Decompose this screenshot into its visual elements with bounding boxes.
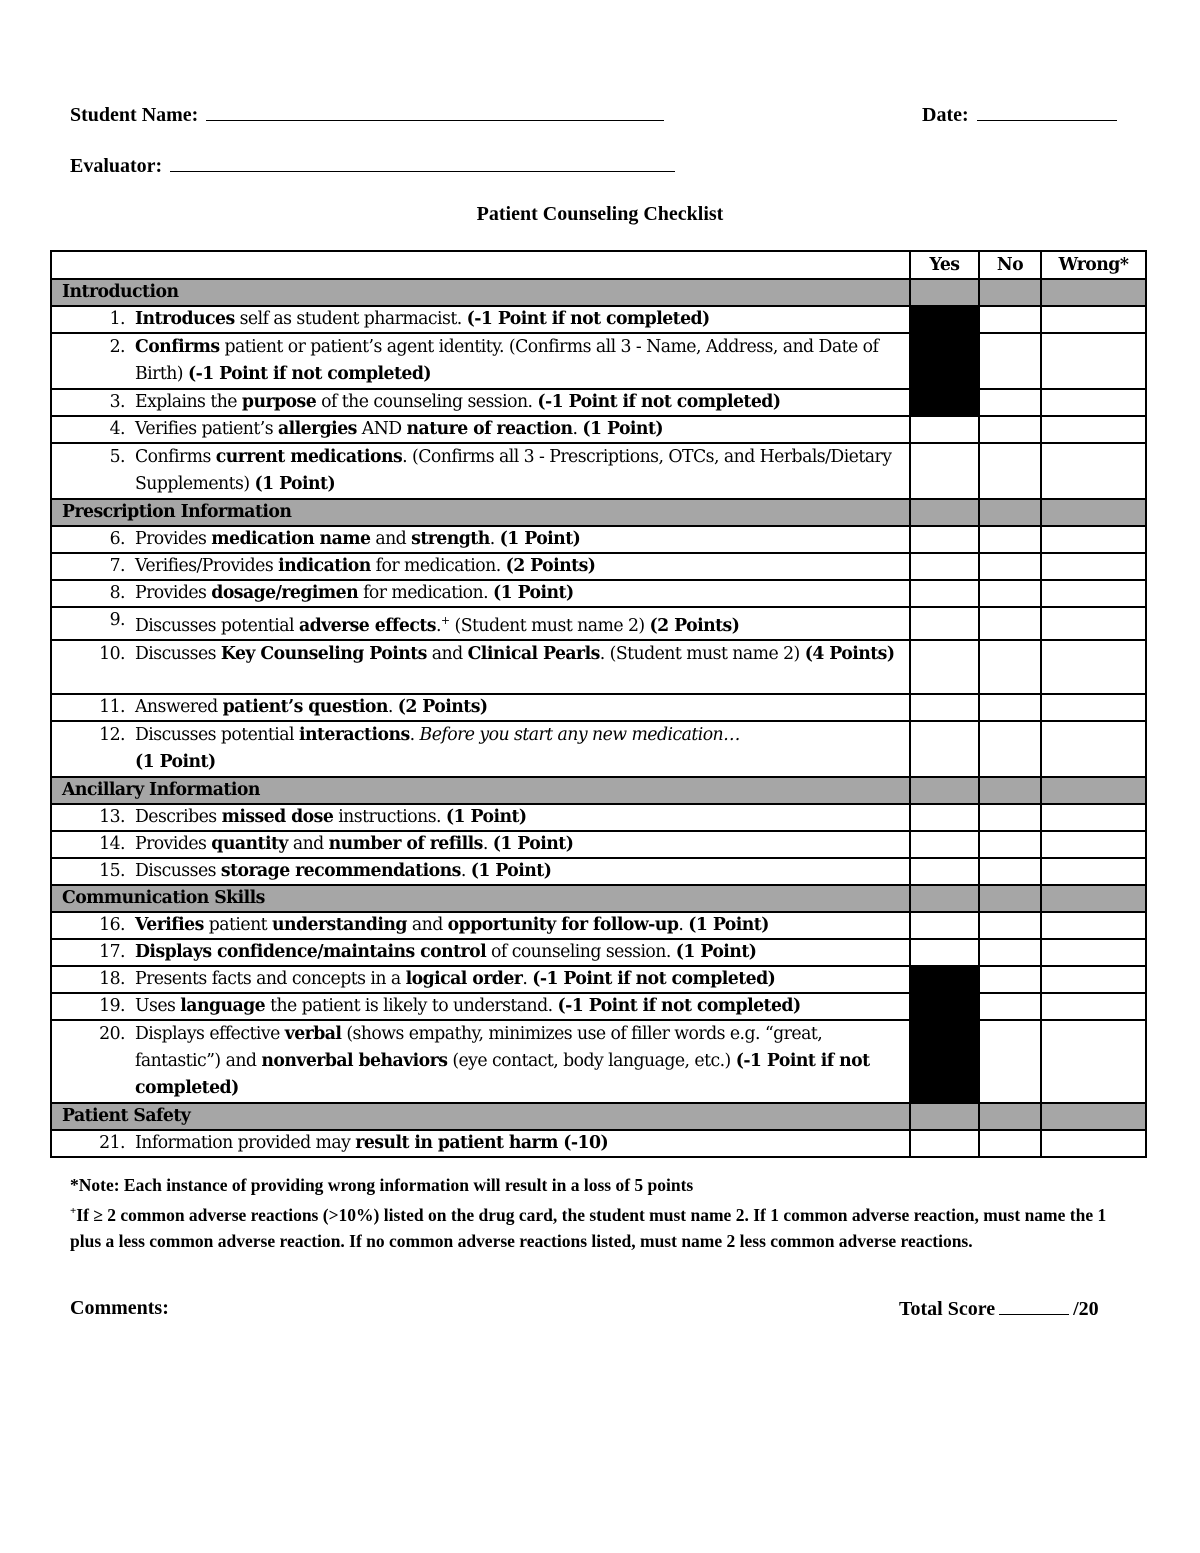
section-label: Introduction bbox=[51, 279, 910, 306]
item-text-part: Uses bbox=[135, 995, 181, 1016]
section-row-communication bbox=[51, 885, 1146, 912]
item-text-part: Answered bbox=[135, 696, 223, 717]
no-checkbox-cell[interactable] bbox=[979, 858, 1041, 885]
item-text-part: the patient is likely to understand. bbox=[265, 995, 558, 1016]
yes-cell-blocked bbox=[910, 966, 979, 993]
column-no: No bbox=[979, 251, 1041, 279]
item-text-part: . bbox=[572, 419, 583, 439]
item-number: 16. bbox=[51, 912, 131, 939]
item-text-part: purpose bbox=[241, 392, 317, 412]
item-text-part: language bbox=[180, 995, 266, 1016]
no-checkbox-cell[interactable] bbox=[979, 912, 1041, 939]
section-label: Patient Safety bbox=[51, 1103, 910, 1130]
item-text-part: Discusses potential bbox=[135, 615, 299, 636]
checklist-item-10 bbox=[51, 640, 1146, 694]
date-field bbox=[922, 102, 1117, 127]
item-text-part: verbal bbox=[284, 1023, 342, 1044]
page-title: Patient Counseling Checklist bbox=[476, 203, 724, 225]
item-text-part: AND bbox=[356, 419, 407, 439]
item-text-part: and bbox=[287, 833, 329, 854]
wrong-checkbox-cell[interactable] bbox=[1041, 993, 1146, 1020]
item-text-part: patient bbox=[203, 914, 272, 935]
item-text-part: Verifies bbox=[135, 914, 204, 935]
wrong-checkbox-cell[interactable] bbox=[1041, 858, 1146, 885]
no-checkbox-cell[interactable] bbox=[979, 721, 1041, 777]
yes-checkbox-cell[interactable] bbox=[910, 640, 979, 694]
wrong-checkbox-cell[interactable] bbox=[1041, 526, 1146, 553]
section-no-cell bbox=[979, 499, 1041, 526]
checklist-item-7 bbox=[51, 553, 1146, 580]
item-text-part: . bbox=[387, 696, 398, 717]
item-text-part: Discusses bbox=[135, 860, 221, 881]
yes-cell-blocked bbox=[910, 333, 979, 389]
checklist-item-19 bbox=[51, 993, 1146, 1020]
item-text-part: Verifies/Provides bbox=[135, 556, 279, 576]
section-yes-cell bbox=[910, 499, 979, 526]
item-text-part: storage recommendations bbox=[220, 860, 461, 881]
section-yes-cell bbox=[910, 885, 979, 912]
item-text-part: (-1 Point if not completed) bbox=[532, 968, 776, 989]
total-score-blank[interactable] bbox=[999, 1296, 1069, 1315]
item-number: 5. bbox=[51, 443, 131, 499]
section-no-cell bbox=[979, 777, 1041, 804]
item-description bbox=[131, 306, 910, 333]
no-checkbox-cell[interactable] bbox=[979, 333, 1041, 389]
section-row-ancillary bbox=[51, 777, 1146, 804]
item-text-part: for medication. bbox=[370, 556, 506, 576]
item-description bbox=[131, 443, 910, 499]
item-text-part: . (Student must name 2) bbox=[599, 643, 805, 664]
item-number: 18. bbox=[51, 966, 131, 993]
item-text-part: dosage/regimen bbox=[211, 583, 359, 603]
no-checkbox-cell[interactable] bbox=[979, 1020, 1041, 1103]
student-name-label: Student Name: bbox=[70, 104, 199, 126]
item-text-part: and bbox=[426, 643, 468, 664]
item-text-part: Displays confidence/maintains control bbox=[135, 941, 487, 962]
wrong-checkbox-cell[interactable] bbox=[1041, 416, 1146, 443]
item-text-part: (1 Point) bbox=[254, 474, 336, 494]
section-yes-cell bbox=[910, 279, 979, 306]
item-text-part: (1 Point) bbox=[688, 914, 769, 935]
item-number: 19. bbox=[51, 993, 131, 1020]
section-no-cell bbox=[979, 279, 1041, 306]
column-wrong: Wrong* bbox=[1041, 251, 1146, 279]
item-text-part: (-1 Point if not completed) bbox=[135, 1050, 870, 1098]
wrong-checkbox-cell[interactable] bbox=[1041, 333, 1146, 389]
yes-checkbox-cell[interactable] bbox=[910, 416, 979, 443]
plus-mark: + bbox=[70, 1205, 77, 1217]
no-checkbox-cell[interactable] bbox=[979, 694, 1041, 721]
item-text-part: quantity bbox=[211, 833, 288, 854]
checklist-item-15 bbox=[51, 858, 1146, 885]
item-text-part: (2 Points) bbox=[505, 556, 596, 576]
item-description bbox=[131, 804, 910, 831]
no-checkbox-cell[interactable] bbox=[979, 306, 1041, 333]
checklist-item-6 bbox=[51, 526, 1146, 553]
checklist-item-5 bbox=[51, 443, 1146, 499]
wrong-checkbox-cell[interactable] bbox=[1041, 912, 1146, 939]
item-text-part: Provides bbox=[135, 529, 212, 549]
checklist-item-1 bbox=[51, 306, 1146, 333]
item-text-part: result in patient harm (-10) bbox=[355, 1132, 609, 1153]
item-text-part: . bbox=[489, 529, 500, 549]
item-description bbox=[131, 966, 910, 993]
item-text-part: (1 Point) bbox=[470, 860, 552, 881]
section-wrong-cell bbox=[1041, 777, 1146, 804]
item-text-part: instructions. bbox=[333, 806, 446, 827]
item-text-part: (1 Point) bbox=[445, 806, 527, 827]
item-description bbox=[131, 553, 910, 580]
section-wrong-cell bbox=[1041, 1103, 1146, 1130]
item-number: 20. bbox=[51, 1020, 131, 1103]
item-description bbox=[131, 1130, 910, 1157]
item-number: 12. bbox=[51, 721, 131, 777]
item-description bbox=[131, 640, 910, 694]
wrong-checkbox-cell[interactable] bbox=[1041, 443, 1146, 499]
yes-checkbox-cell[interactable] bbox=[910, 553, 979, 580]
item-text-part: nonverbal behaviors bbox=[261, 1050, 448, 1071]
item-description bbox=[131, 1020, 910, 1103]
item-text-part: Displays effective bbox=[135, 1023, 285, 1044]
item-number: 6. bbox=[51, 526, 131, 553]
item-number: 7. bbox=[51, 553, 131, 580]
item-text-part: number of refills bbox=[328, 833, 483, 854]
wrong-checkbox-cell[interactable] bbox=[1041, 553, 1146, 580]
wrong-checkbox-cell[interactable] bbox=[1041, 939, 1146, 966]
item-text-part: for medication. bbox=[358, 583, 493, 603]
item-description bbox=[131, 389, 910, 416]
student-name-field bbox=[70, 102, 664, 127]
wrong-info-note: *Note: Each instance of providing wrong information will result in a loss of 5 points bbox=[70, 1175, 694, 1195]
yes-cell-blocked bbox=[910, 993, 979, 1020]
item-text-part: Provides bbox=[135, 833, 212, 854]
item-text-part: Before you start any new medication… bbox=[419, 724, 740, 745]
no-checkbox-cell[interactable] bbox=[979, 389, 1041, 416]
item-text-part: Explains the bbox=[135, 392, 242, 412]
item-description bbox=[131, 416, 910, 443]
item-text-part: nature of reaction bbox=[406, 419, 573, 439]
total-score bbox=[899, 1296, 1099, 1321]
item-description bbox=[131, 607, 910, 640]
item-text-part: of the counseling session. bbox=[316, 392, 538, 412]
item-text-part: allergies bbox=[277, 419, 357, 439]
item-text-part: (1 Point) bbox=[492, 833, 574, 854]
item-text-part: (-1 Point if not completed) bbox=[557, 995, 801, 1016]
item-description bbox=[131, 939, 910, 966]
item-text-part: (shows empathy, minimizes use of filler words e.g. “great, fantastic”) and bbox=[135, 1023, 823, 1071]
item-text-part: (-1 Point if not completed) bbox=[537, 392, 781, 412]
wrong-checkbox-cell[interactable] bbox=[1041, 694, 1146, 721]
yes-checkbox-cell[interactable] bbox=[910, 607, 979, 640]
item-text-part: interactions bbox=[298, 724, 410, 745]
wrong-checkbox-cell[interactable] bbox=[1041, 966, 1146, 993]
wrong-checkbox-cell[interactable] bbox=[1041, 306, 1146, 333]
item-description bbox=[131, 831, 910, 858]
item-number: 2. bbox=[51, 333, 131, 389]
header-blank-cell bbox=[51, 251, 910, 279]
item-text-part: . bbox=[522, 968, 533, 989]
item-description bbox=[131, 580, 910, 607]
yes-checkbox-cell[interactable] bbox=[910, 443, 979, 499]
item-text-part: self as student pharmacist. bbox=[234, 309, 467, 329]
checklist-item-18 bbox=[51, 966, 1146, 993]
item-text-part: . (Confirms all 3 - Prescriptions, OTCs, and Herbals/Dietary Supplements) bbox=[135, 447, 892, 494]
yes-checkbox-cell[interactable] bbox=[910, 526, 979, 553]
item-text-part: (2 Points) bbox=[649, 615, 740, 636]
item-text-part: strength bbox=[411, 529, 490, 549]
item-number: 17. bbox=[51, 939, 131, 966]
no-checkbox-cell[interactable] bbox=[979, 966, 1041, 993]
checklist-item-17 bbox=[51, 939, 1146, 966]
yes-checkbox-cell[interactable] bbox=[910, 694, 979, 721]
item-number: 4. bbox=[51, 416, 131, 443]
item-text-part: Confirms bbox=[135, 447, 216, 467]
item-text-part: current medications bbox=[215, 447, 403, 467]
section-no-cell bbox=[979, 885, 1041, 912]
column-yes: Yes bbox=[910, 251, 979, 279]
item-text-part: Describes bbox=[135, 806, 222, 827]
wrong-checkbox-cell[interactable] bbox=[1041, 640, 1146, 694]
item-text-part: . bbox=[460, 860, 471, 881]
item-number: 3. bbox=[51, 389, 131, 416]
no-checkbox-cell[interactable] bbox=[979, 443, 1041, 499]
checklist-item-12 bbox=[51, 721, 1146, 777]
checklist-item-11 bbox=[51, 694, 1146, 721]
wrong-checkbox-cell[interactable] bbox=[1041, 804, 1146, 831]
total-score-label: Total Score bbox=[899, 1298, 996, 1320]
no-checkbox-cell[interactable] bbox=[979, 553, 1041, 580]
section-wrong-cell bbox=[1041, 885, 1146, 912]
yes-checkbox-cell[interactable] bbox=[910, 912, 979, 939]
item-text-part: . bbox=[409, 724, 420, 745]
item-text-part: Verifies patient’s bbox=[135, 419, 278, 439]
section-row-safety bbox=[51, 1103, 1146, 1130]
item-text-part: (eye contact, body language, etc.) bbox=[447, 1050, 736, 1071]
item-number: 9. bbox=[51, 607, 131, 640]
wrong-checkbox-cell[interactable] bbox=[1041, 1020, 1146, 1103]
yes-checkbox-cell[interactable] bbox=[910, 939, 979, 966]
item-text-part: + bbox=[440, 614, 450, 627]
item-description bbox=[131, 721, 910, 777]
item-number: 13. bbox=[51, 804, 131, 831]
wrong-checkbox-cell[interactable] bbox=[1041, 1130, 1146, 1157]
item-text-part: Key Counseling Points bbox=[220, 643, 427, 664]
item-text-part: and bbox=[370, 529, 412, 549]
student-name-blank[interactable] bbox=[206, 102, 664, 121]
item-text-part: (1 Point) bbox=[135, 751, 216, 772]
item-text-part: (-1 Point if not completed) bbox=[466, 309, 710, 329]
item-text-part: (2 Points) bbox=[397, 696, 488, 717]
item-description bbox=[131, 912, 910, 939]
section-no-cell bbox=[979, 1103, 1041, 1130]
no-checkbox-cell[interactable] bbox=[979, 526, 1041, 553]
no-checkbox-cell[interactable] bbox=[979, 1130, 1041, 1157]
checklist-item-16 bbox=[51, 912, 1146, 939]
item-description bbox=[131, 993, 910, 1020]
item-text-part: missed dose bbox=[221, 806, 334, 827]
item-text-part: Confirms bbox=[135, 337, 220, 357]
item-text-part: Presents facts and concepts in a bbox=[135, 968, 406, 989]
adverse-reactions-note: +If ≥ 2 common adverse reactions (>10%) listed on the drug card, the student must name 2. If 1 common adverse reaction, must name the 1 plus a less common adverse reaction. If no common adverse reactions listed, must name 2 less common adverse reactions. bbox=[70, 1204, 1107, 1251]
item-text-part: patient or patient’s agent identity. (Confirms all 3 - Name, Address, and Date of Birth) bbox=[135, 337, 879, 384]
item-text-part: medication name bbox=[211, 529, 371, 549]
checklist-item-21 bbox=[51, 1130, 1146, 1157]
yes-checkbox-cell[interactable] bbox=[910, 580, 979, 607]
no-checkbox-cell[interactable] bbox=[979, 939, 1041, 966]
item-text-part: Discusses bbox=[135, 643, 221, 664]
item-text-part: (1 Point) bbox=[493, 583, 574, 603]
wrong-checkbox-cell[interactable] bbox=[1041, 721, 1146, 777]
item-number: 10. bbox=[51, 640, 131, 694]
item-text-part: Discusses potential bbox=[135, 724, 299, 745]
checklist-item-14 bbox=[51, 831, 1146, 858]
yes-checkbox-cell[interactable] bbox=[910, 1130, 979, 1157]
item-number: 8. bbox=[51, 580, 131, 607]
comments-label: Comments: bbox=[70, 1297, 169, 1319]
no-checkbox-cell[interactable] bbox=[979, 580, 1041, 607]
item-text-part: (-1 Point if not completed) bbox=[187, 364, 431, 384]
checklist-item-9 bbox=[51, 607, 1146, 640]
section-label: Prescription Information bbox=[51, 499, 910, 526]
evaluator-label: Evaluator: bbox=[70, 155, 163, 177]
item-description bbox=[131, 858, 910, 885]
evaluator-field bbox=[70, 153, 675, 178]
section-yes-cell bbox=[910, 1103, 979, 1130]
section-label: Ancillary Information bbox=[51, 777, 910, 804]
item-text-part: (1 Point) bbox=[675, 941, 757, 962]
section-wrong-cell bbox=[1041, 499, 1146, 526]
yes-checkbox-cell[interactable] bbox=[910, 721, 979, 777]
wrong-checkbox-cell[interactable] bbox=[1041, 831, 1146, 858]
item-text-part: Provides bbox=[135, 583, 212, 603]
checklist-item-13 bbox=[51, 804, 1146, 831]
item-text-part: (4 Points) bbox=[804, 643, 895, 664]
checklist-item-20 bbox=[51, 1020, 1146, 1103]
checklist-item-3 bbox=[51, 389, 1146, 416]
item-text-part: indication bbox=[278, 556, 371, 576]
section-wrong-cell bbox=[1041, 279, 1146, 306]
item-text-part: opportunity for follow-up bbox=[447, 914, 679, 935]
item-description bbox=[131, 694, 910, 721]
date-blank[interactable] bbox=[977, 102, 1117, 121]
wrong-checkbox-cell[interactable] bbox=[1041, 580, 1146, 607]
section-yes-cell bbox=[910, 777, 979, 804]
item-text-part: logical order bbox=[405, 968, 523, 989]
item-text-part: and bbox=[406, 914, 448, 935]
yes-cell-blocked bbox=[910, 306, 979, 333]
evaluator-blank[interactable] bbox=[170, 153, 675, 172]
no-checkbox-cell[interactable] bbox=[979, 640, 1041, 694]
no-checkbox-cell[interactable] bbox=[979, 993, 1041, 1020]
no-checkbox-cell[interactable] bbox=[979, 607, 1041, 640]
item-description bbox=[131, 333, 910, 389]
item-text-part: (Student must name 2) bbox=[449, 615, 650, 636]
column-header-row bbox=[51, 251, 1146, 279]
item-number: 1. bbox=[51, 306, 131, 333]
yes-cell-blocked bbox=[910, 1020, 979, 1103]
section-row-prescription bbox=[51, 499, 1146, 526]
checklist-item-4 bbox=[51, 416, 1146, 443]
item-text-part: patient’s question bbox=[222, 696, 388, 717]
item-text-part: (1 Point) bbox=[499, 529, 581, 549]
item-description bbox=[131, 526, 910, 553]
item-text-part: . bbox=[482, 833, 493, 854]
item-number: 11. bbox=[51, 694, 131, 721]
wrong-checkbox-cell[interactable] bbox=[1041, 389, 1146, 416]
item-number: 21. bbox=[51, 1130, 131, 1157]
item-text-part: . bbox=[678, 914, 689, 935]
date-label: Date: bbox=[922, 104, 969, 126]
checklist-table bbox=[50, 250, 1147, 1158]
yes-cell-blocked bbox=[910, 389, 979, 416]
item-text-part: (1 Point) bbox=[582, 419, 664, 439]
item-text-part: of counseling session. bbox=[486, 941, 676, 962]
wrong-checkbox-cell[interactable] bbox=[1041, 607, 1146, 640]
checklist-item-8 bbox=[51, 580, 1146, 607]
item-text-part: Introduces bbox=[135, 309, 235, 329]
no-checkbox-cell[interactable] bbox=[979, 831, 1041, 858]
no-checkbox-cell[interactable] bbox=[979, 804, 1041, 831]
total-score-max: /20 bbox=[1073, 1298, 1099, 1320]
item-text-part: understanding bbox=[272, 914, 407, 935]
item-text-part: Clinical Pearls bbox=[467, 643, 600, 664]
item-text-part: Information provided may bbox=[135, 1132, 356, 1153]
yes-checkbox-cell[interactable] bbox=[910, 858, 979, 885]
yes-checkbox-cell[interactable] bbox=[910, 804, 979, 831]
section-label: Communication Skills bbox=[51, 885, 910, 912]
item-number: 15. bbox=[51, 858, 131, 885]
no-checkbox-cell[interactable] bbox=[979, 416, 1041, 443]
footnotes bbox=[70, 1172, 1140, 1254]
item-number: 14. bbox=[51, 831, 131, 858]
section-row-introduction bbox=[51, 279, 1146, 306]
yes-checkbox-cell[interactable] bbox=[910, 831, 979, 858]
checklist-item-2 bbox=[51, 333, 1146, 389]
item-text-part: adverse effects bbox=[298, 615, 436, 636]
item-text-part: . bbox=[435, 615, 441, 636]
